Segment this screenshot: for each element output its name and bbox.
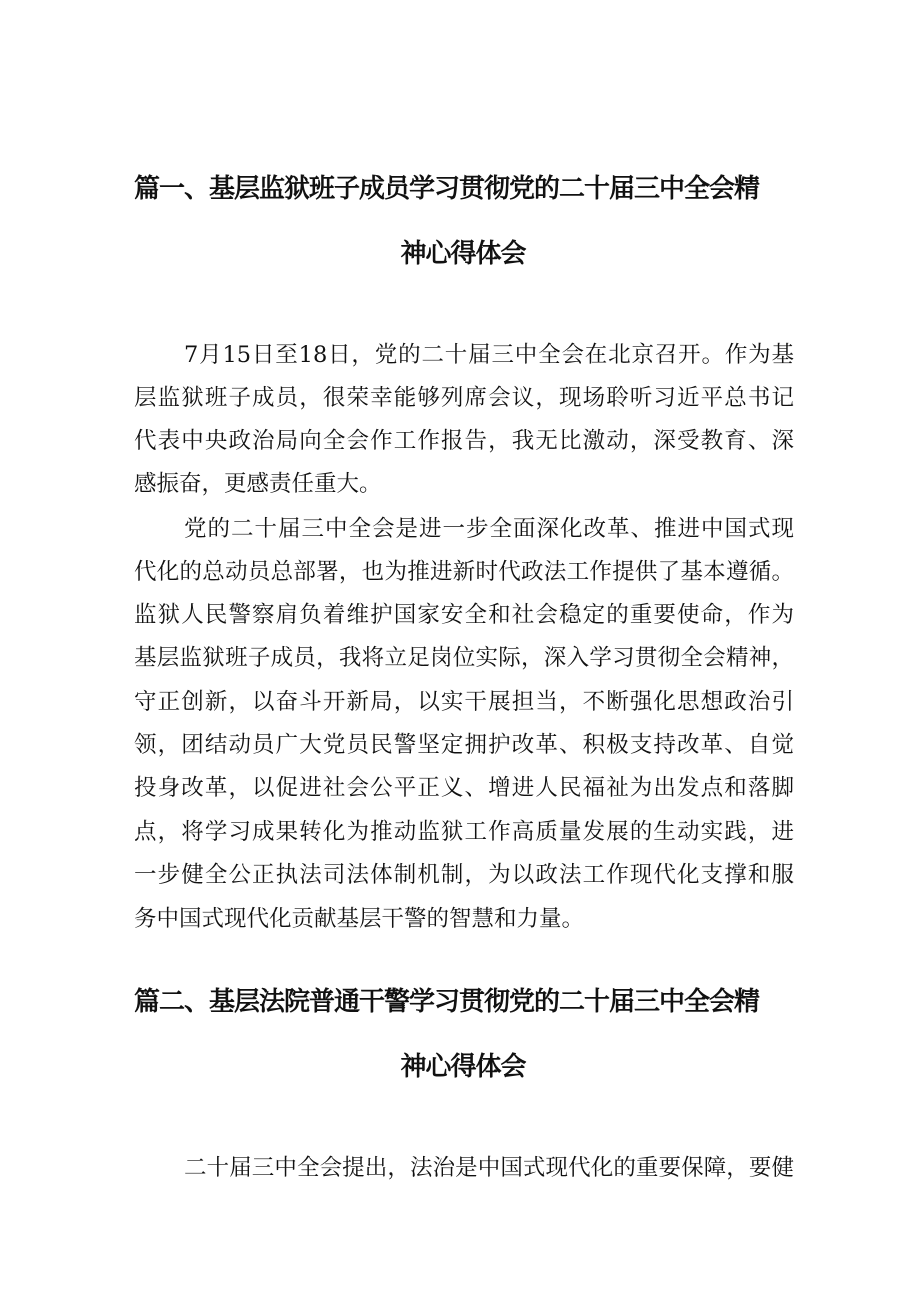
- paragraph-line: 投身改革，以促进社会公平正义、增进人民福祉为出发点和落脚: [134, 775, 794, 801]
- paragraph-line: 基层监狱班子成员，我将立足岗位实际，深入学习贯彻全会精神，: [134, 645, 794, 671]
- paragraph-line: 7月15日至18日，党的二十届三中全会在北京召开。作为基: [184, 342, 794, 368]
- paragraph-line: 党的二十届三中全会是进一步全面深化改革、推进中国式现: [184, 516, 794, 542]
- paragraph-line: 二十届三中全会提出，法治是中国式现代化的重要保障，要健: [184, 1155, 794, 1181]
- paragraph-line: 代化的总动员总部署，也为推进新时代政法工作提供了基本遵循。: [134, 559, 794, 585]
- section1-title-line1: 篇一、基层监狱班子成员学习贯彻党的二十届三中全会精: [134, 174, 760, 204]
- paragraph-line: 层监狱班子成员，很荣幸能够列席会议，现场聆听习近平总书记: [134, 385, 794, 411]
- paragraph-line: 代表中央政治局向全会作工作报告，我无比激动，深受教育、深: [134, 428, 794, 454]
- paragraph-line: 感振奋，更感责任重大。: [134, 471, 382, 497]
- paragraph-line: 务中国式现代化贡献基层干警的智慧和力量。: [134, 906, 585, 932]
- paragraph-line: 点，将学习成果转化为推动监狱工作高质量发展的生动实践，进: [134, 819, 794, 845]
- paragraph-line: 领，团结动员广大党员民警坚定拥护改革、积极支持改革、自觉: [134, 732, 794, 758]
- paragraph-line: 守正创新，以奋斗开新局，以实干展担当，不断强化思想政治引: [134, 689, 794, 715]
- paragraph-line: 监狱人民警察肩负着维护国家安全和社会稳定的重要使命，作为: [134, 602, 794, 628]
- paragraph-line: 一步健全公正执法司法体制机制，为以政法工作现代化支撑和服: [134, 862, 794, 888]
- section2-title-line2: 神心得体会: [400, 1052, 526, 1082]
- section1-title-line2: 神心得体会: [400, 239, 526, 269]
- section2-title-line1: 篇二、基层法院普通干警学习贯彻党的二十届三中全会精: [134, 987, 760, 1017]
